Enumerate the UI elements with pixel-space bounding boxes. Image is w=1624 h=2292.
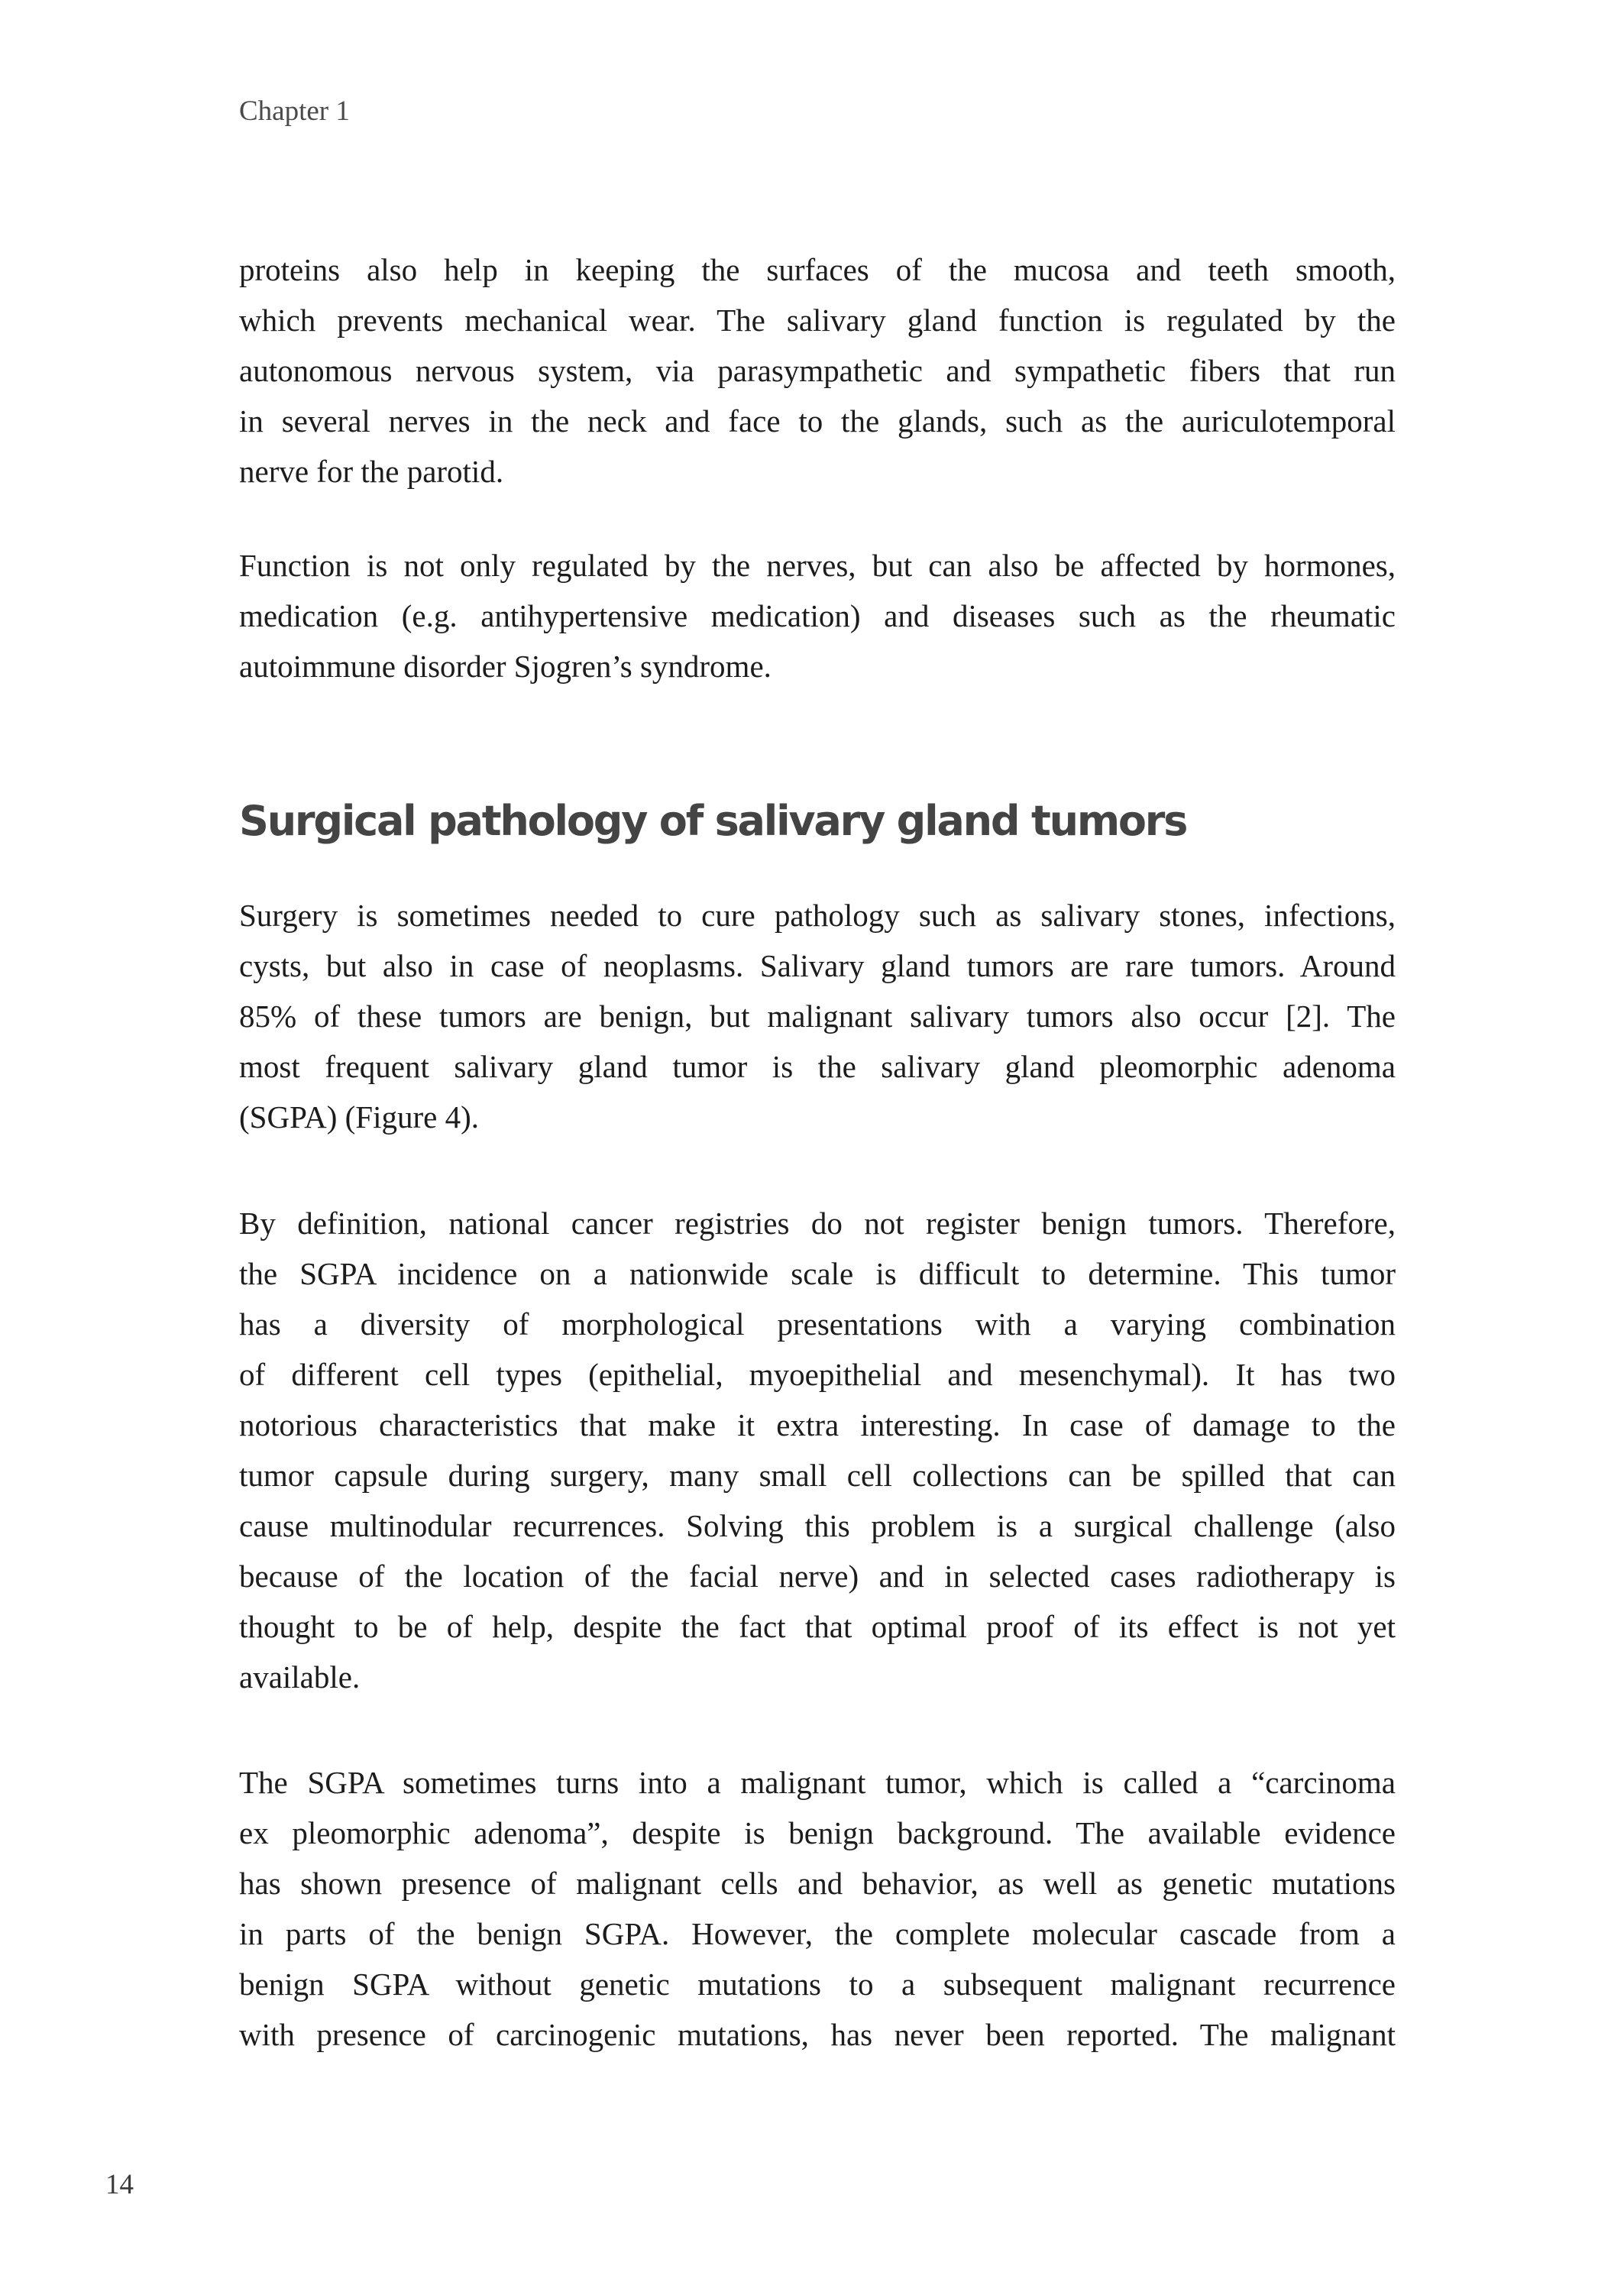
text-line: medication (e.g. antihypertensive medication) and diseases such as the rheumatic [239, 598, 1396, 633]
text-line: ex pleomorphic adenoma”, despite is benign background. The available evidence [239, 1815, 1396, 1850]
paragraph-3 [239, 890, 1396, 1142]
text-line: By definition, national cancer registries do not register benign tumors. Therefore, [239, 1206, 1396, 1241]
text-line: available. [239, 1659, 361, 1695]
text-line: has shown presence of malignant cells and behavior, as well as genetic mutations [239, 1866, 1396, 1901]
page-number: 14 [105, 2169, 134, 2200]
text-line: autoimmune disorder Sjogren’s syndrome. [239, 649, 772, 684]
paragraph-1 [239, 244, 1396, 497]
section-heading: Surgical pathology of salivary gland tumors [239, 797, 1187, 845]
text-line: with presence of carcinogenic mutations, has never been reported. The malignant [239, 2017, 1396, 2052]
text-line: cause multinodular recurrences. Solving this problem is a surgical challenge (also [239, 1508, 1396, 1543]
text-line: the SGPA incidence on a nationwide scale is difficult to determine. This tumor [239, 1256, 1396, 1291]
paragraph-5 [239, 1757, 1396, 2060]
text-line: in parts of the benign SGPA. However, the complete molecular cascade from a [239, 1916, 1396, 1951]
paragraph-2 [239, 540, 1396, 691]
text-line: which prevents mechanical wear. The salivary gland function is regulated by the [239, 303, 1396, 338]
text-line: (SGPA) (Figure 4). [239, 1099, 479, 1135]
text-line: because of the location of the facial nerve) and in selected cases radiotherapy is [239, 1559, 1396, 1594]
text-line: tumor capsule during surgery, many small cell collections can be spilled that can [239, 1458, 1396, 1493]
running-head-chapter: Chapter 1 [239, 96, 350, 127]
text-line: benign SGPA without genetic mutations to a subsequent malignant recurrence [239, 1967, 1396, 2002]
text-line: of different cell types (epithelial, myoepithelial and mesenchymal). It has two [239, 1357, 1396, 1392]
text-line: proteins also help in keeping the surfaces of the mucosa and teeth smooth, [239, 252, 1396, 287]
text-line: thought to be of help, despite the fact that optimal proof of its effect is not yet [239, 1609, 1396, 1644]
text-line: in several nerves in the neck and face to the glands, such as the auriculotemporal [239, 403, 1396, 439]
text-line: has a diversity of morphological presentations with a varying combination [239, 1306, 1396, 1342]
text-line: nerve for the parotid. [239, 454, 504, 489]
text-line: The SGPA sometimes turns into a malignant tumor, which is called a “carcinoma [239, 1765, 1396, 1800]
text-line: notorious characteristics that make it extra interesting. In case of damage to the [239, 1407, 1396, 1442]
text-line: autonomous nervous system, via parasympathetic and sympathetic fibers that run [239, 353, 1396, 388]
text-line: 85% of these tumors are benign, but malignant salivary tumors also occur [2]. The [239, 999, 1396, 1034]
paragraph-4 [239, 1198, 1396, 1702]
text-line: most frequent salivary gland tumor is the salivary gland pleomorphic adenoma [239, 1049, 1396, 1084]
text-line: Surgery is sometimes needed to cure pathology such as salivary stones, infections, [239, 898, 1396, 933]
text-line: cysts, but also in case of neoplasms. Salivary gland tumors are rare tumors. Around [239, 948, 1396, 983]
text-line: Function is not only regulated by the nerves, but can also be affected by hormones, [239, 548, 1396, 583]
